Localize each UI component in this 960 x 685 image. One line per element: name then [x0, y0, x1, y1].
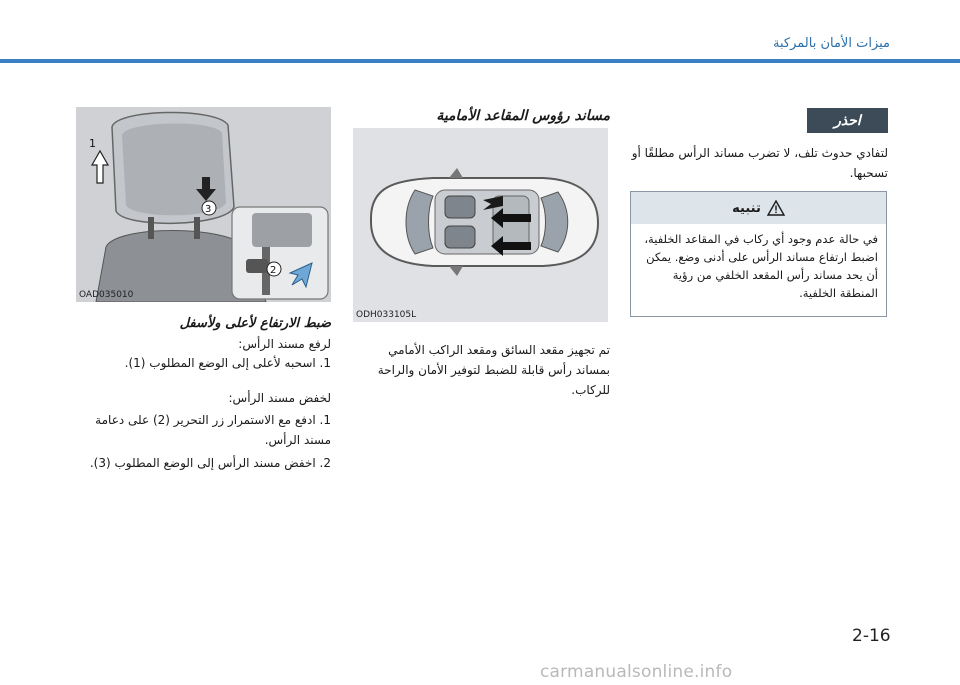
page-number: 2-16 [852, 626, 891, 646]
car-figure-code: ODH033105L [356, 310, 417, 320]
caution-text: لتفادي حدوث تلف، لا تضرب مساند الرأس مطلقًا أو تسحبها. [631, 146, 888, 180]
headrest-illustration [76, 107, 331, 302]
car-top-view-figure [353, 128, 608, 322]
figure-label-1: 1 [89, 137, 96, 150]
figure-label-3: 3 [205, 204, 212, 215]
height-adjust-heading: ضبط الارتفاع لأعلى ولأسفل [179, 316, 331, 331]
car-top-view-illustration [353, 128, 608, 322]
lower-headrest-label: لخفض مسند الرأس: [228, 391, 331, 405]
note-header [631, 192, 886, 224]
header-accent-line [0, 62, 665, 63]
front-headrest-heading: مساند رؤوس المقاعد الأمامية [436, 108, 610, 124]
lower-step-1: 1. ادفع مع الاستمرار زر التحرير (2) على دعامة مسند الرأس. [95, 413, 331, 447]
figure-label-2: 2 [270, 265, 277, 276]
note-box [630, 191, 887, 317]
header-title: ميزات الأمان بالمركبة [773, 36, 890, 51]
warning-triangle-icon [767, 200, 785, 216]
raise-headrest-label: لرفع مسند الرأس: [238, 337, 331, 351]
front-headrest-text: تم تجهيز مقعد السائق ومقعد الراكب الأمامي بمساند رأس قابلة للضبط لتوفير الأمان والراحة للركاب. [377, 343, 610, 397]
lower-step-2: 2. اخفض مسند الرأس إلى الوضع المطلوب (3). [89, 456, 331, 470]
note-title: تنبيه [732, 200, 761, 216]
note-body: في حالة عدم وجود أي ركاب في المقاعد الخلفية، اضبط ارتفاع مساند الرأس على أدنى وضع. يمكن أن يحد مساند رأس المقعد الخلفي من رؤية المنطقة الخلفية. [644, 232, 878, 300]
raise-step-1: 1. اسحبه لأعلى إلى الوضع المطلوب (1). [124, 356, 331, 370]
seat-figure-code: OAD035010 [79, 290, 134, 300]
headrest-adjust-figure [76, 107, 331, 302]
watermark: carmanualsonline.info [540, 662, 733, 682]
caution-tag: احذر [807, 108, 888, 133]
